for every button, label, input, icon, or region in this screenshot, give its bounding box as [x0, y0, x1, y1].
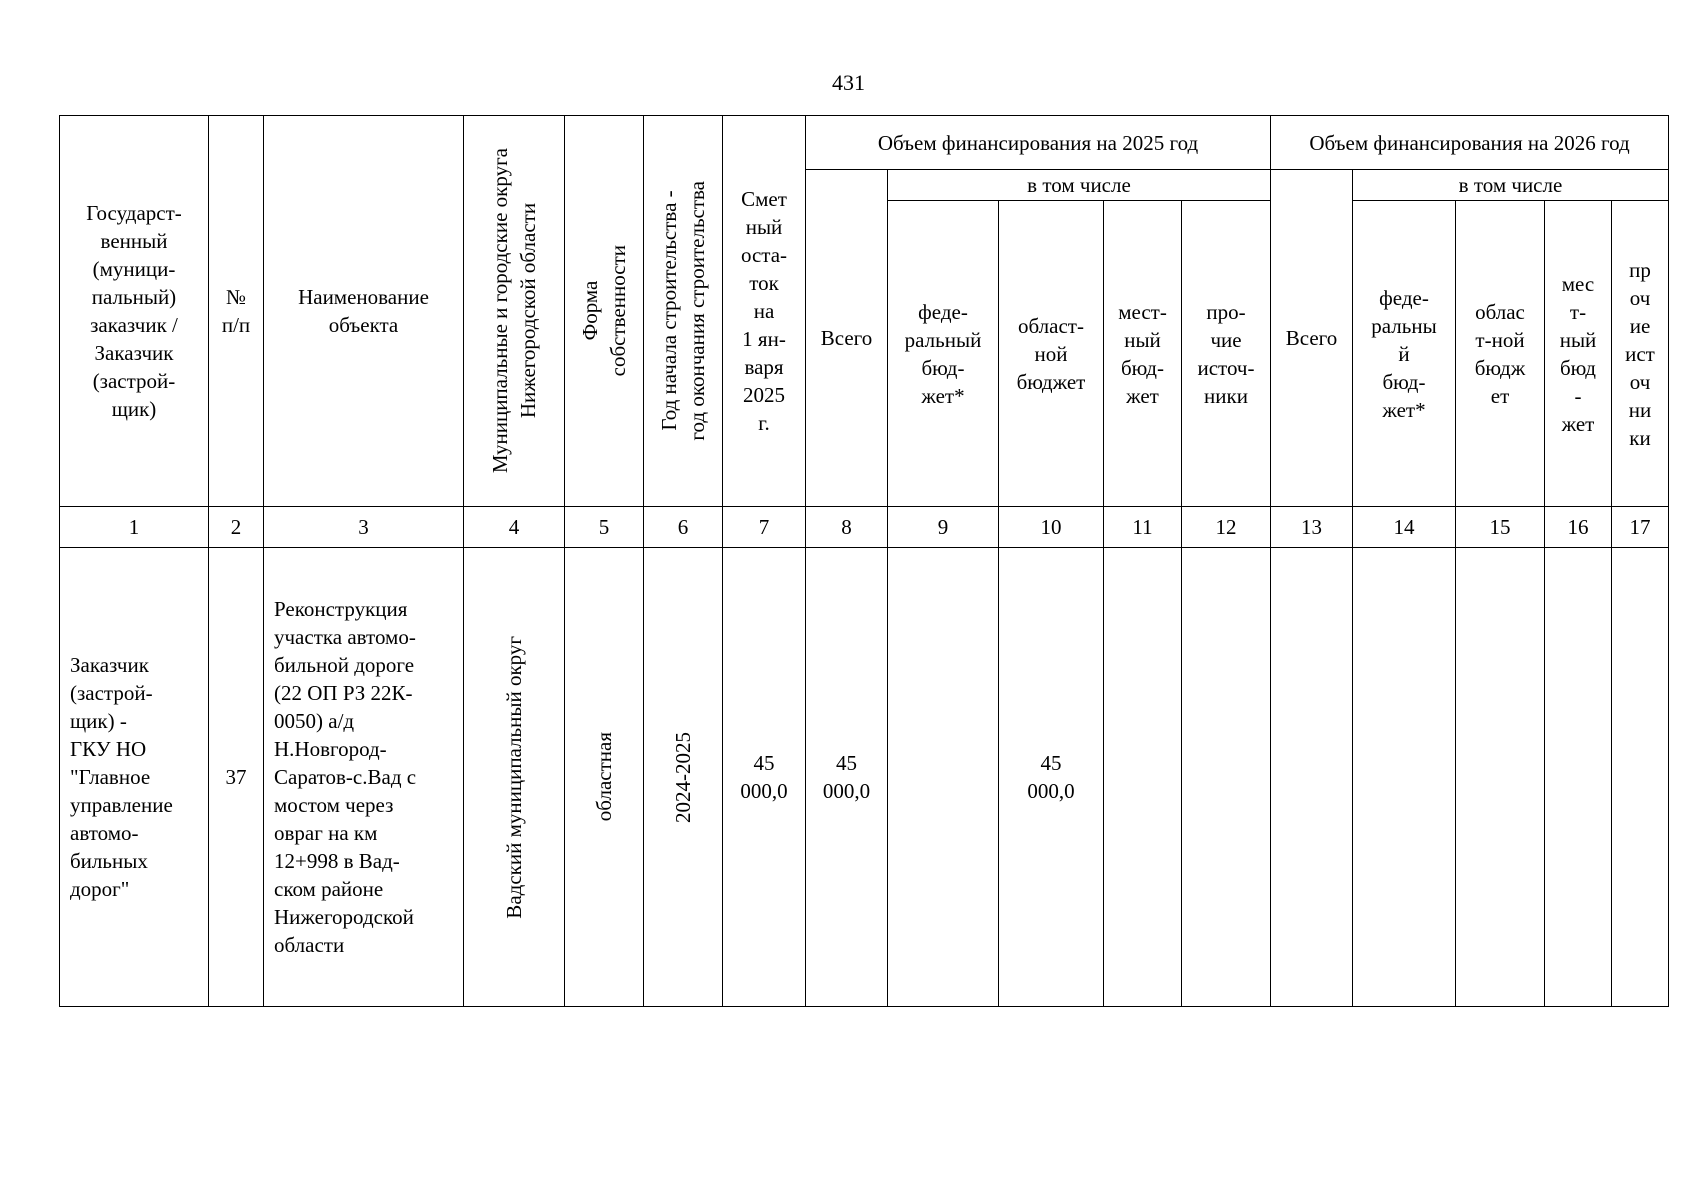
column-number: 10: [999, 507, 1104, 548]
column-number: 14: [1353, 507, 1456, 548]
cell-object-name: Реконструкция участка автомо- бильной дороге (22 ОП РЗ 22К- 0050) а/д Н.Новгород- Саратов-с.Вад с мостом через овраг на км 12+998 в Вад- ском районе Нижегородской области: [264, 548, 464, 1007]
header-row-number: № п/п: [209, 116, 264, 507]
cell-row-number: 37: [209, 548, 264, 1007]
header-regional-2026: облас т-ной бюдж ет: [1456, 201, 1545, 507]
header-local-2025: мест- ный бюд- жет: [1104, 201, 1182, 507]
column-number: 6: [644, 507, 723, 548]
header-including-2025: в том числе: [888, 170, 1271, 201]
cell-total-2025: 45 000,0: [806, 548, 888, 1007]
header-ownership: Форма собственности: [565, 116, 644, 507]
header-federal-2025: феде- ральный бюд- жет*: [888, 201, 999, 507]
header-other-2025: про- чие источ- ники: [1182, 201, 1271, 507]
cell-ownership: областная: [565, 548, 644, 1007]
cell-construction-years: 2024-2025: [644, 548, 723, 1007]
cell-total-2026: [1271, 548, 1353, 1007]
header-customer: Государст- венный (муници- пальный) заказчик / Заказчик (застрой- щик): [60, 116, 209, 507]
column-number: 16: [1545, 507, 1612, 548]
column-number: 17: [1612, 507, 1669, 548]
header-including-2026: в том числе: [1353, 170, 1669, 201]
header-group-2025: Объем финансирования на 2025 год: [806, 116, 1271, 170]
cell-other-2026: [1612, 548, 1669, 1007]
column-number: 11: [1104, 507, 1182, 548]
column-number: 3: [264, 507, 464, 548]
page-number: 431: [832, 70, 865, 95]
cell-other-2025: [1182, 548, 1271, 1007]
cell-federal-2025: [888, 548, 999, 1007]
cell-regional-2025: 45 000,0: [999, 548, 1104, 1007]
column-number: 5: [565, 507, 644, 548]
header-total-2026: Всего: [1271, 170, 1353, 507]
header-estimated-balance: Смет ный оста- ток на 1 ян- варя 2025 г.: [723, 116, 806, 507]
cell-local-2025: [1104, 548, 1182, 1007]
cell-customer: Заказчик (застрой- щик) - ГКУ НО "Главное управление автомо- бильных дорог": [60, 548, 209, 1007]
header-federal-2026: феде- ральны й бюд- жет*: [1353, 201, 1456, 507]
column-number: 4: [464, 507, 565, 548]
header-object-name: Наименование объекта: [264, 116, 464, 507]
header-group-2026: Объем финансирования на 2026 год: [1271, 116, 1669, 170]
cell-district: Вадский муниципальный округ: [464, 548, 565, 1007]
column-number: 13: [1271, 507, 1353, 548]
cell-regional-2026: [1456, 548, 1545, 1007]
header-local-2026: мес т- ный бюд - жет: [1545, 201, 1612, 507]
column-number: 8: [806, 507, 888, 548]
column-number-row: [60, 507, 1669, 548]
column-number: 15: [1456, 507, 1545, 548]
header-construction-years: Год начала строительства - год окончания строительства: [644, 116, 723, 507]
header-district: Муниципальные и городские округа Нижегородской области: [464, 116, 565, 507]
column-number: 7: [723, 507, 806, 548]
cell-federal-2026: [1353, 548, 1456, 1007]
header-other-2026: пр оч ие ист оч ни ки: [1612, 201, 1669, 507]
header-regional-2025: област- ной бюджет: [999, 201, 1104, 507]
header-total-2025: Всего: [806, 170, 888, 507]
table-row: [60, 548, 1669, 1007]
cell-local-2026: [1545, 548, 1612, 1007]
cell-estimated-balance: 45 000,0: [723, 548, 806, 1007]
financing-table: [59, 115, 1669, 1007]
column-number: 9: [888, 507, 999, 548]
column-number: 1: [60, 507, 209, 548]
column-number: 12: [1182, 507, 1271, 548]
column-number: 2: [209, 507, 264, 548]
